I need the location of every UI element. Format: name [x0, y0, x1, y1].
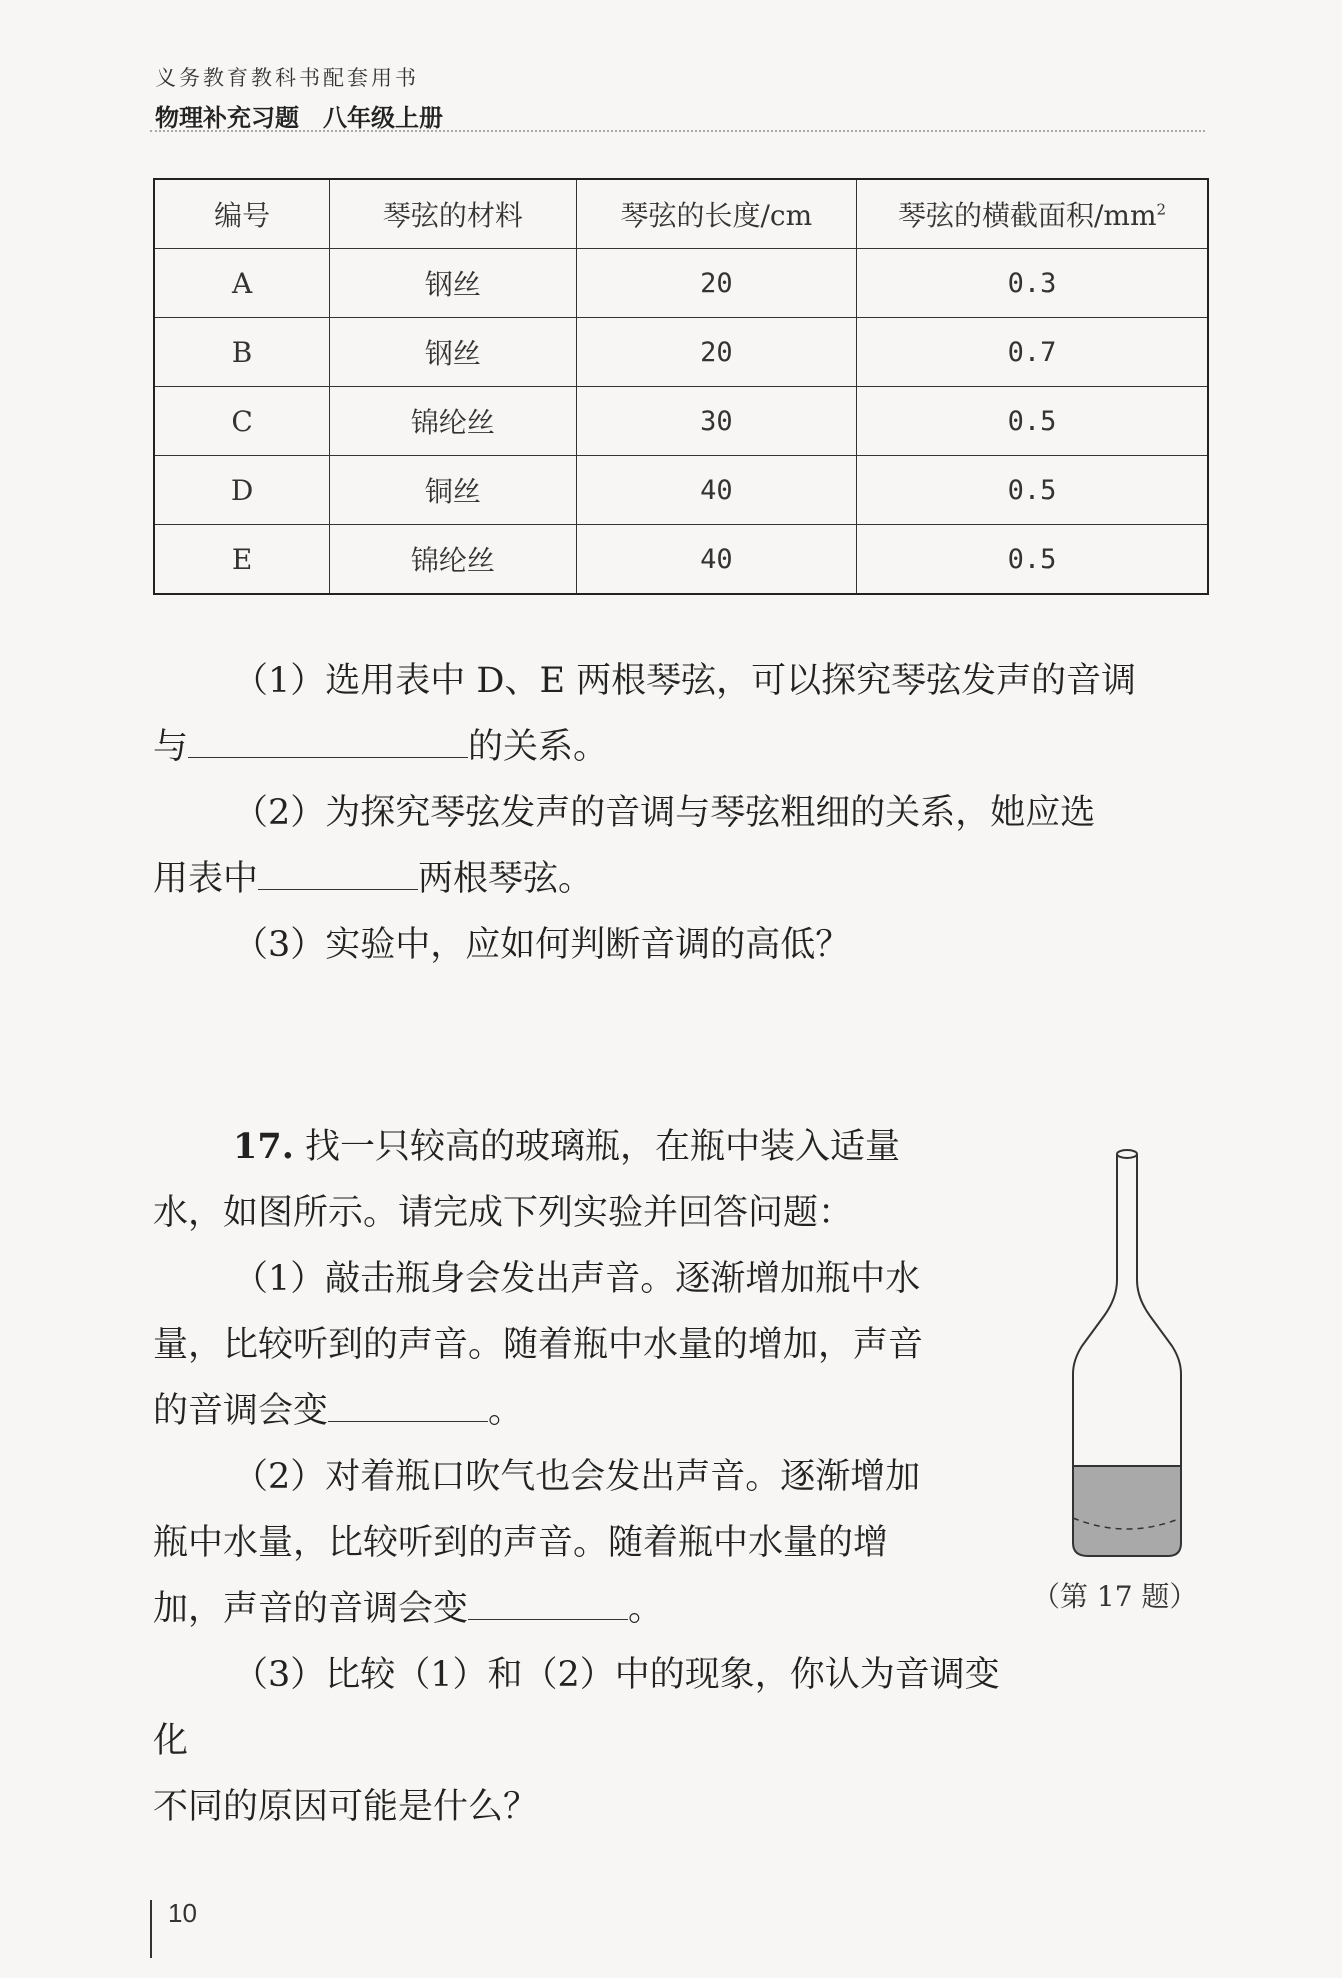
table-header-row	[154, 179, 1208, 249]
table-row	[154, 387, 1208, 456]
water-fill	[1073, 1466, 1181, 1556]
q17-line4: 量，比较听到的声音。随着瓶中水量的增加，声音	[153, 1325, 924, 1365]
book-title: 物理补充习题 八年级上册	[155, 104, 443, 132]
cell-area: 0.5	[857, 387, 1208, 456]
table-row	[154, 456, 1208, 525]
book-subtitle: 义务教育教科书配套用书	[155, 66, 419, 90]
cell-area: 0.7	[857, 318, 1208, 387]
q17-line9: （3）比较（1）和（2）中的现象，你认为音调变化	[153, 1655, 1000, 1761]
q17-line1: 17. 找一只较高的玻璃瓶，在瓶中装入适量	[233, 1126, 901, 1167]
figure-caption: （第 17 题）	[1032, 1580, 1198, 1613]
cell-material: 钢丝	[330, 249, 576, 318]
q16-part3: （3）实验中，应如何判断音调的高低？	[233, 925, 851, 965]
page-number: 10	[168, 1898, 197, 1928]
answer-blank[interactable]	[468, 1579, 628, 1620]
cell-id: B	[154, 318, 330, 387]
cell-material: 铜丝	[330, 456, 576, 525]
q17-line6: （2）对着瓶口吹气也会发出声音。逐渐增加	[233, 1457, 921, 1497]
header-area: 琴弦的横截面积$/mm^2$	[857, 179, 1208, 249]
table-row	[154, 318, 1208, 387]
q17-line3: （1）敲击瓶身会发出声音。逐渐增加瓶中水	[233, 1259, 921, 1299]
header-length: 琴弦的长度/cm	[576, 179, 857, 249]
header-divider	[150, 130, 1205, 132]
cell-area: 0.5	[857, 456, 1208, 525]
q16-part1-line2: 与 的关系。	[153, 714, 1213, 780]
cell-material: 锦纶丝	[330, 525, 576, 595]
header-id: 编号	[154, 179, 330, 249]
q16-part1-line1: （1）选用表中 D、E 两根琴弦，可以探究琴弦发声的音调	[233, 661, 1137, 701]
answer-blank[interactable]	[188, 717, 468, 758]
q17-line7: 瓶中水量，比较听到的声音。随着瓶中水量的增	[153, 1523, 889, 1563]
answer-blank[interactable]	[328, 1381, 488, 1422]
cell-length: 30	[576, 387, 857, 456]
cell-id: A	[154, 249, 330, 318]
bottle-figure	[1060, 1148, 1210, 1568]
page-number-bar	[150, 1900, 152, 1958]
cell-length: 40	[576, 456, 857, 525]
cell-area: 0.5	[857, 525, 1208, 595]
table-row	[154, 525, 1208, 595]
cell-material: 钢丝	[330, 318, 576, 387]
cell-id: E	[154, 525, 330, 595]
string-table	[153, 178, 1209, 595]
q17-line5: 的音调会变 。	[153, 1378, 1033, 1444]
cell-length: 40	[576, 525, 857, 595]
cell-material: 锦纶丝	[330, 387, 576, 456]
header-material: 琴弦的材料	[330, 179, 576, 249]
question-17	[153, 1114, 1033, 1840]
q16-part2-line1: （2）为探究琴弦发声的音调与琴弦粗细的关系，她应选	[233, 793, 1096, 833]
cell-length: 20	[576, 318, 857, 387]
q17-line10: 不同的原因可能是什么？	[153, 1787, 539, 1827]
answer-blank[interactable]	[258, 849, 418, 890]
cell-area: 0.3	[857, 249, 1208, 318]
cell-length: 20	[576, 249, 857, 318]
question-number: 17.	[233, 1126, 294, 1167]
q17-line8: 加，声音的音调会变 。	[153, 1576, 1033, 1642]
q16-part2-line2: 用表中 两根琴弦。	[153, 846, 1213, 912]
q17-line2: 水，如图所示。请完成下列实验并回答问题：	[153, 1193, 854, 1233]
cell-id: C	[154, 387, 330, 456]
table-row	[154, 249, 1208, 318]
bottle-mouth	[1117, 1150, 1137, 1158]
page-header	[155, 62, 443, 133]
cell-id: D	[154, 456, 330, 525]
question-16	[153, 648, 1213, 978]
